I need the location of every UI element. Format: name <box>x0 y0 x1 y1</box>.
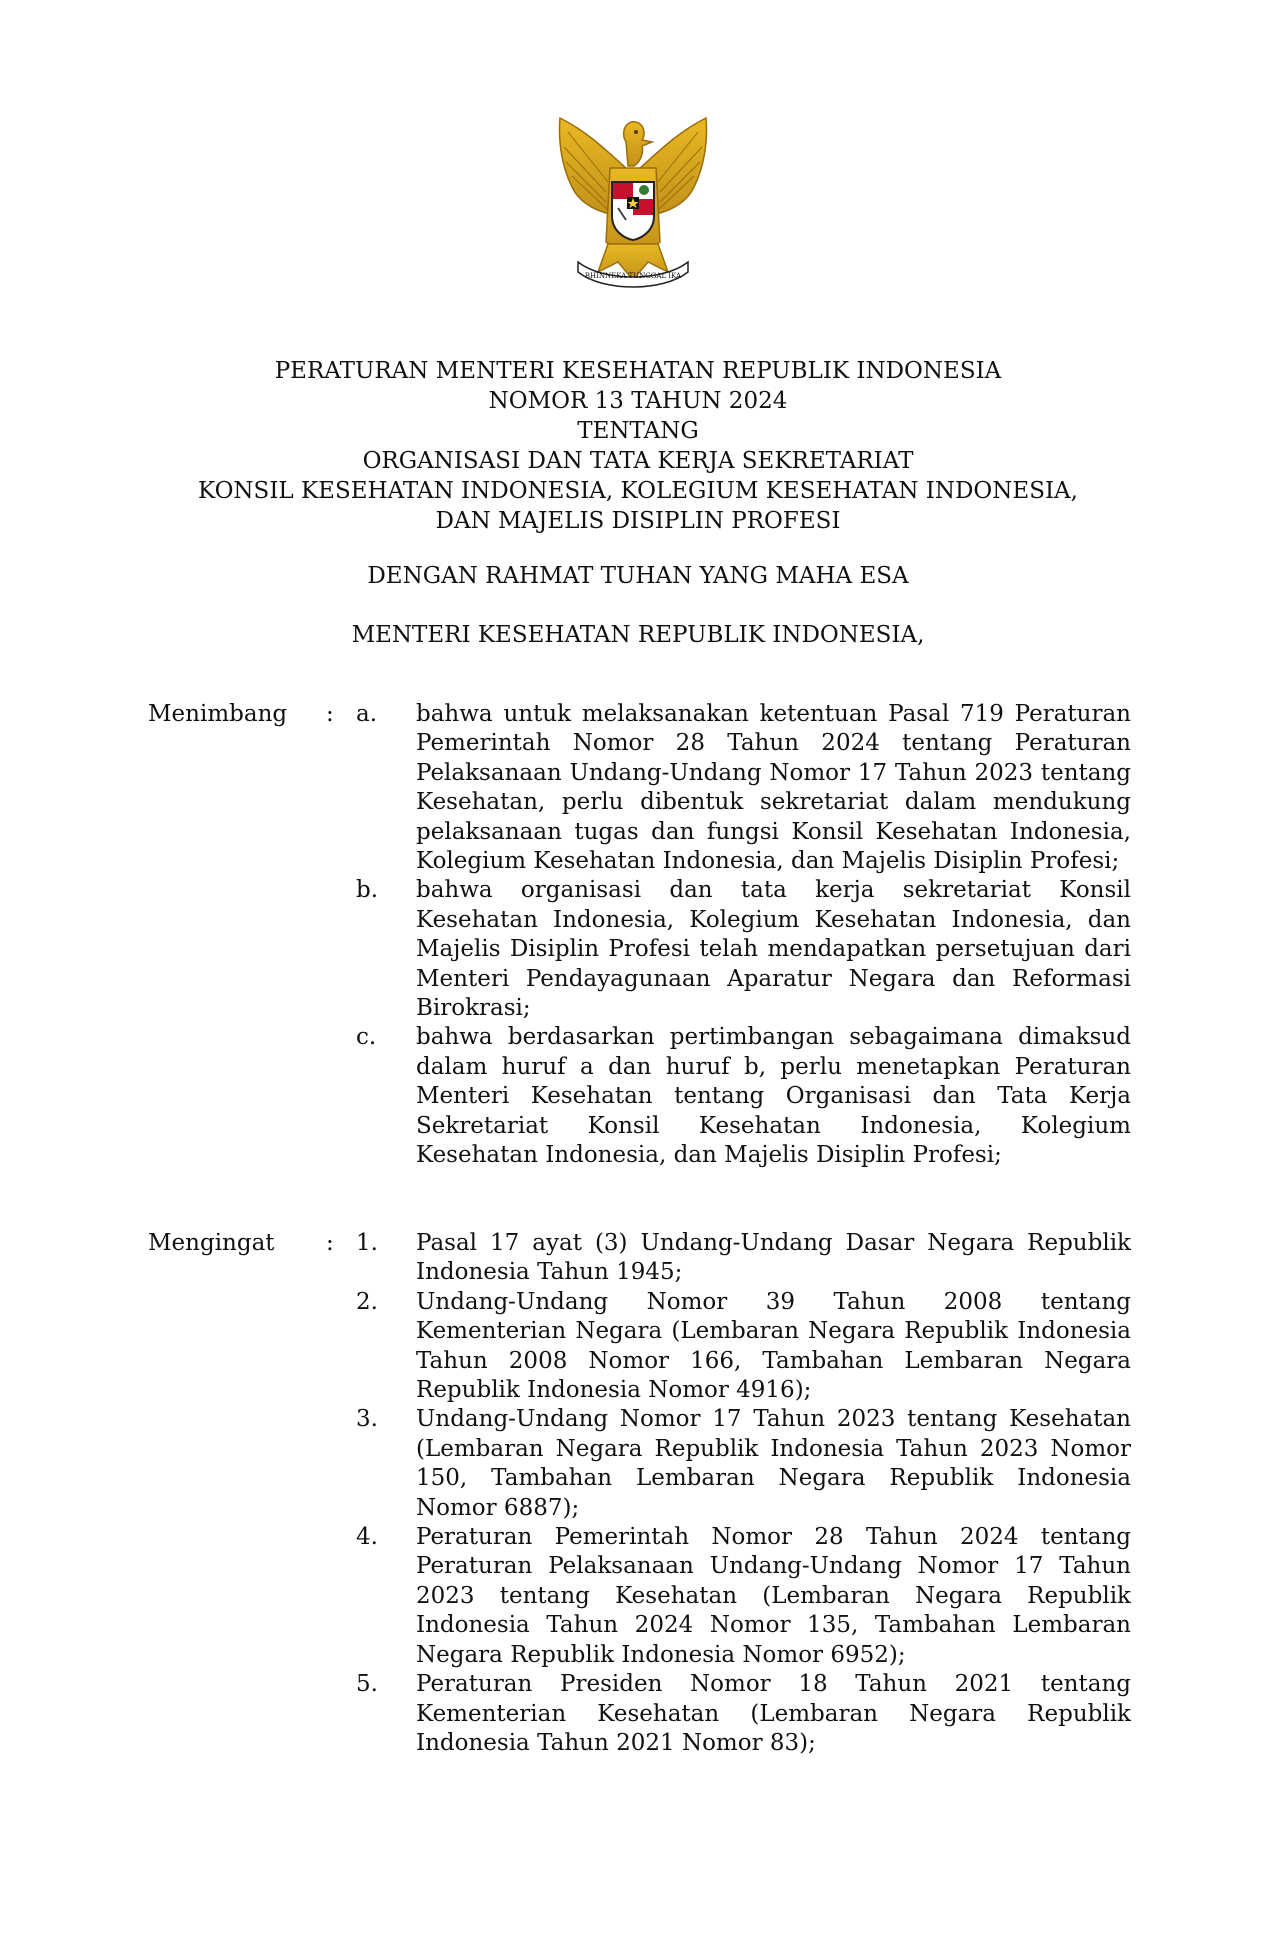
list-item <box>0 1523 1276 1670</box>
title-line: PERATURAN MENTERI KESEHATAN REPUBLIK INDONESIA <box>274 358 1002 384</box>
item-marker: 1. <box>356 1230 378 1256</box>
list-item <box>0 1405 1276 1523</box>
title-line: NOMOR 13 TAHUN 2024 <box>488 388 788 414</box>
item-text: Undang-Undang Nomor 39 Tahun 2008 tentang Kementerian Negara (Lembaran Negara Republik Indonesia Tahun 2008 Nomor 166, Tambahan Lembaran Negara Republik Indonesia Nomor 4916); <box>416 1288 1131 1404</box>
title-line: TENTANG <box>577 418 699 444</box>
item-text: bahwa untuk melaksanakan ketentuan Pasal 719 Peraturan Pemerintah Nomor 28 Tahun 2024 tentang Peraturan Pelaksanaan Undang-Undang Nomor 17 Tahun 2023 tentang Kesehatan, perlu dibentuk sekretariat dalam mendukung pelaksanaan tugas dan fungsi Konsil Kesehatan Indonesia, Kolegium Kesehatan Indonesia, dan Majelis Disiplin Profesi; <box>416 701 1131 875</box>
item-marker: 4. <box>356 1524 378 1551</box>
section-label: Mengingat <box>148 1230 275 1256</box>
title-line: DAN MAJELIS DISIPLIN PROFESI <box>435 508 841 534</box>
title-line: KONSIL KESEHATAN INDONESIA, KOLEGIUM KESEHATAN INDONESIA, <box>198 478 1078 504</box>
item-marker: b. <box>356 877 379 904</box>
item-text: Peraturan Pemerintah Nomor 28 Tahun 2024 tentang Peraturan Pelaksanaan Undang-Undang Nomor 17 Tahun 2023 tentang Kesehatan (Lembaran Negara Republik Indonesia Tahun 2024 Nomor 135, Tambahan Lembaran Negara Republik Indonesia Nomor 6952); <box>416 1524 1131 1668</box>
item-marker: c. <box>356 1024 377 1051</box>
item-marker: 3. <box>356 1406 378 1433</box>
item-text: Peraturan Presiden Nomor 18 Tahun 2021 tentang Kementerian Kesehatan (Lembaran Negara Republik Indonesia Tahun 2021 Nomor 83); <box>416 1671 1131 1756</box>
emblem-motto: BHINNEKA TUNGGAL IKA <box>584 272 682 280</box>
list-item <box>0 876 1276 1023</box>
garuda-emblem-icon <box>548 112 718 292</box>
list-item <box>0 700 1276 876</box>
item-text: bahwa berdasarkan pertimbangan sebagaimana dimaksud dalam huruf a dan huruf b, perlu menetapkan Peraturan Menteri Kesehatan tentang Organisasi dan Tata Kerja Sekretariat Konsil Kesehatan Indonesia, Kolegium Kesehatan Indonesia, dan Majelis Disiplin Profesi; <box>416 1024 1131 1169</box>
title-line: ORGANISASI DAN TATA KERJA SEKRETARIAT <box>362 448 914 474</box>
item-marker: 2. <box>356 1288 378 1315</box>
section-colon: : <box>326 1230 334 1256</box>
mengingat-section <box>0 1229 1276 1758</box>
section-colon: : <box>326 701 334 727</box>
menimbang-section <box>0 700 1276 1171</box>
regulation-title <box>0 356 1276 536</box>
list-item <box>0 1023 1276 1170</box>
invocation: DENGAN RAHMAT TUHAN YANG MAHA ESA <box>367 563 909 589</box>
list-item <box>0 1229 1276 1288</box>
item-text: bahwa organisasi dan tata kerja sekretariat Konsil Kesehatan Indonesia, Kolegium Kesehatan Indonesia, dan Majelis Disiplin Profesi telah mendapatkan persetujuan dari Menteri Pendayagunaan Aparatur Negara dan Reformasi Birokrasi; <box>416 877 1131 1022</box>
item-marker: 5. <box>356 1671 378 1698</box>
item-marker: a. <box>356 701 378 727</box>
section-label: Menimbang <box>148 701 288 727</box>
list-item <box>0 1288 1276 1406</box>
item-text: Undang-Undang Nomor 17 Tahun 2023 tentang Kesehatan (Lembaran Negara Republik Indonesia Tahun 2023 Nomor 150, Tambahan Lembaran Negara Republik Indonesia Nomor 6887); <box>416 1406 1131 1521</box>
item-text: Pasal 17 ayat (3) Undang-Undang Dasar Negara Republik Indonesia Tahun 1945; <box>416 1230 1131 1286</box>
list-item <box>0 1670 1276 1758</box>
minister-line: MENTERI KESEHATAN REPUBLIK INDONESIA, <box>351 622 925 648</box>
